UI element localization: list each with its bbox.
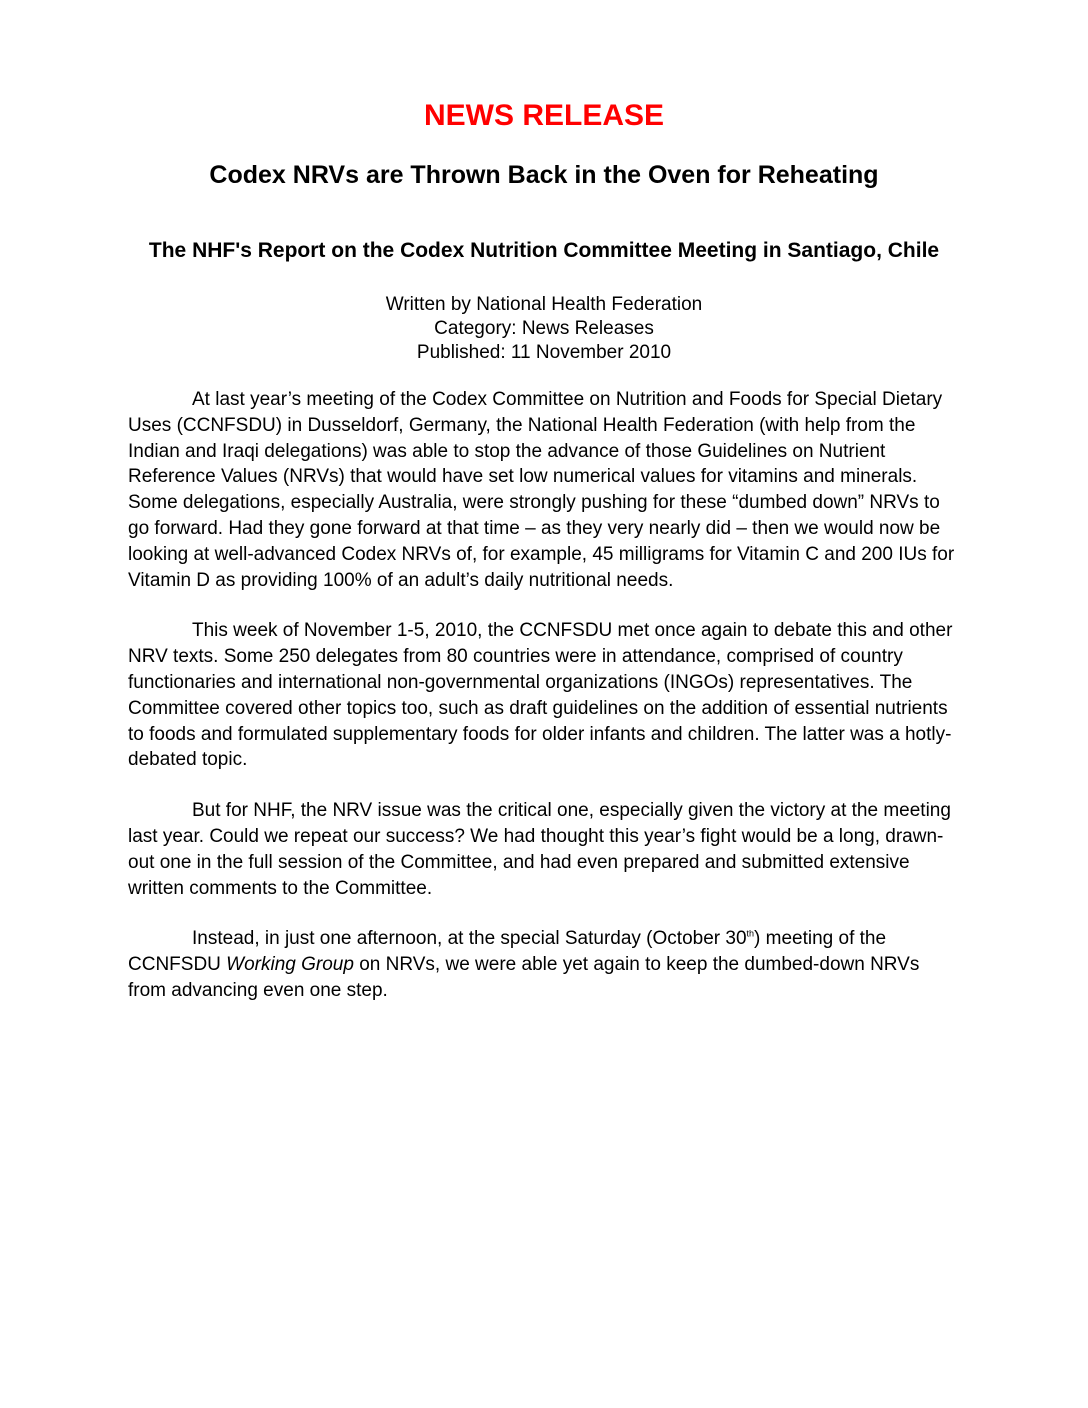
paragraph-1: At last year’s meeting of the Codex Committee on Nutrition and Foods for Special Dietary Uses (CCNFSDU) in Dusseldorf, Germany, the National Health Federation (with help from the Indian and Iraqi delegations) was able to stop the advance of those Guidelines on Nutrient Reference Values (NRVs) that would have set low numerical values for vitamins and minerals. Some delegations, especially Australia, were strongly pushing for these “dumbed down” NRVs to go forward. Had they gone forward at that time – as they very nearly did – then we would now be looking at well-advanced Codex NRVs of, for example, 45 milligrams for Vitamin C and 200 IUs for Vitamin D as providing 100% of an adult’s daily nutritional needs. [128,389,955,591]
published-line: Published: 11 November 2010 [416,342,672,363]
document-page [128,96,960,1029]
article-body [128,387,960,1004]
working-group-italic: Working Group [226,954,354,976]
paragraph-4-text-a: Instead, in just one afternoon, at the special Saturday (October 30 [192,928,747,950]
ordinal-superscript: th [746,929,755,940]
news-release-label: NEWS RELEASE [423,99,665,132]
paragraph-2: This week of November 1-5, 2010, the CCNFSDU met once again to debate this and other NRV texts. Some 250 delegates from 80 countries were in attendance, comprised of country functionaries and international non-governmental organizations (INGOs) representatives. The Committee covered other topics too, such as draft guidelines on the addition of essential nutrients to foods and formulated supplementary foods for older infants and children. The latter was a hotly-debated topic. [128,620,953,771]
article-meta [128,293,960,365]
paragraph-4-text-c: on NRVs, we were able yet again to keep the dumbed-down NRVs from advancing even one step. [128,954,920,1001]
headline: Codex NRVs are Thrown Back in the Oven for Reheating [209,161,879,189]
paragraph-4 [128,926,960,1003]
author-line: Written by National Health Federation [385,294,703,315]
paragraph-3: But for NHF, the NRV issue was the critical one, especially given the victory at the meeting last year. Could we repeat our success? We had thought this year’s fight would be a long, drawn-out one in the full session of the Committee, and had even prepared and submitted extensive written comments to the Committee. [128,800,951,899]
paragraph-4-text-b: ) meeting of the CCNFSDU [128,928,887,976]
category-line: Category: News Releases [434,318,654,339]
subheadline: The NHF's Report on the Codex Nutrition Committee Meeting in Santiago, Chile [148,239,940,262]
